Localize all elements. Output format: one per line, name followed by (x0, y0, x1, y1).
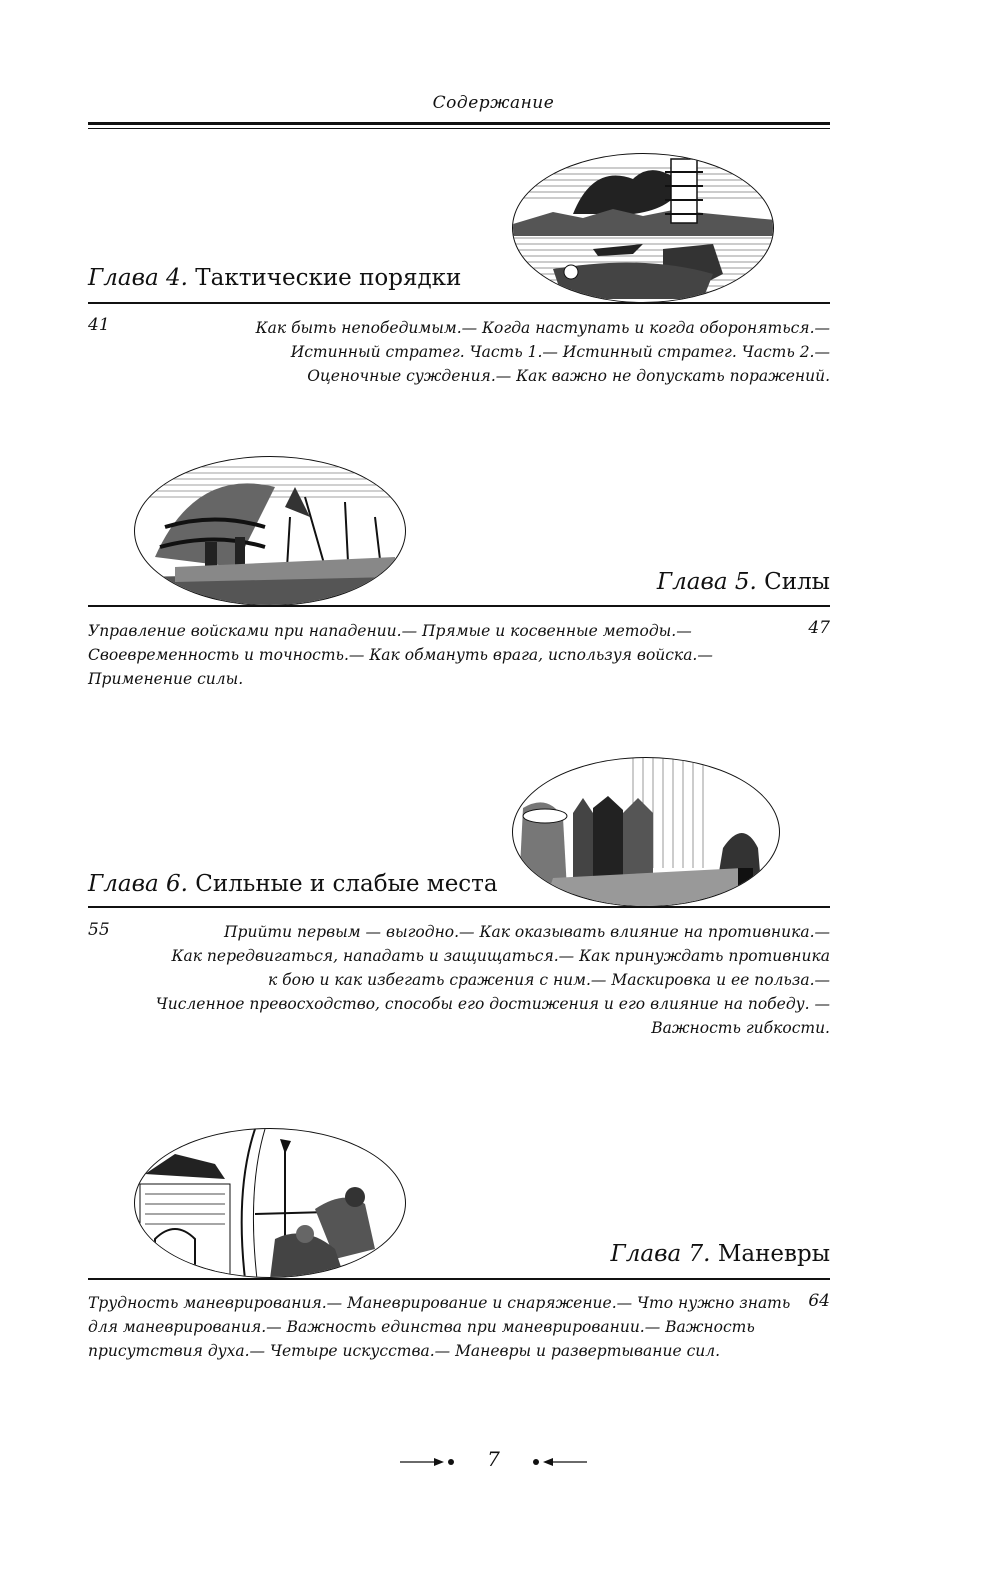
chapter-6-desc-line: Численное превосходство, способы его достижения и его влияние на победу. — (155, 995, 830, 1013)
chapter-5-desc-line: Своевременность и точность.— Как обмануть врага, используя войска.— (88, 646, 713, 664)
chapter-7-desc-line: для маневрирования.— Важность единства при маневрировании.— Важность (88, 1318, 755, 1336)
chapter-4-desc-line: Истинный стратег. Часть 1.— Истинный стратег. Часть 2.— (290, 343, 830, 361)
chapter-6-desc-line: к бою и как избегать сражения с ним.— Маскировка и ее польза.— (267, 971, 830, 989)
chapter-5-description (88, 619, 713, 691)
chapter-5-engraving (134, 456, 406, 606)
chapter-5-desc-line: Применение силы. (88, 670, 244, 688)
chapter-7-title[interactable] (611, 1241, 830, 1267)
chapter-4-description (256, 316, 830, 388)
chapter-6-name: Сильные и слабые места (195, 871, 498, 897)
chapter-6-label: Глава 6. (88, 871, 188, 897)
page-number: 7 (487, 1447, 500, 1471)
chapter-6-page-number[interactable]: 55 (88, 920, 110, 940)
chapter-4-name: Тактические порядки (195, 265, 462, 291)
chapter-7-name: Маневры (717, 1241, 830, 1267)
chapter-5-rule (88, 605, 830, 607)
chapter-4-label: Глава 4. (88, 265, 188, 291)
chapter-6-title[interactable] (88, 871, 498, 897)
chapter-5-page-number[interactable]: 47 (808, 618, 830, 638)
running-header: Содержание (432, 93, 555, 113)
chapter-4-engraving (512, 153, 774, 303)
chapter-6-desc-line: Прийти первым — выгодно.— Как оказывать влияние на противника.— (224, 923, 830, 941)
chapter-6-rule (88, 906, 830, 908)
chapter-6-engraving (512, 757, 780, 907)
chapter-6-desc-line: Как передвигаться, нападать и защищаться.— Как принуждать противника (171, 947, 830, 965)
chapter-4-desc-line: Оценочные суждения.— Как важно не допускать поражений. (307, 367, 830, 385)
header-rule-thin (88, 128, 830, 129)
chapter-7-description (88, 1291, 790, 1363)
chapter-5-label: Глава 5. (656, 569, 757, 595)
chapter-6-desc-line: Важность гибкости. (651, 1019, 830, 1037)
chapter-7-page-number[interactable]: 64 (808, 1291, 830, 1311)
chapter-5-desc-line: Управление войсками при нападении.— Прямые и косвенные методы.— (88, 622, 692, 640)
chapter-7-rule (88, 1278, 830, 1280)
header-rule-thick (88, 122, 830, 125)
chapter-7-desc-line: присутствия духа.— Четыре искусства.— Маневры и развертывание сил. (88, 1342, 721, 1360)
chapter-7-engraving (134, 1128, 406, 1278)
chapter-7-label: Глава 7. (610, 1241, 711, 1267)
chapter-5-name: Силы (764, 569, 830, 595)
right-ornament-icon (527, 1455, 587, 1469)
chapter-5-title[interactable] (657, 569, 830, 595)
chapter-4-rule (88, 302, 830, 304)
page-footer (0, 1447, 987, 1471)
chapter-4-title[interactable] (88, 265, 461, 291)
chapter-4-page-number[interactable]: 41 (88, 315, 110, 335)
chapter-7-desc-line: Трудность маневрирования.— Маневрирование и снаряжение.— Что нужно знать (88, 1294, 791, 1312)
left-ornament-icon (400, 1455, 460, 1469)
chapter-4-desc-line: Как быть непобедимым.— Когда наступать и когда обороняться.— (255, 319, 830, 337)
chapter-6-description (156, 920, 830, 1040)
